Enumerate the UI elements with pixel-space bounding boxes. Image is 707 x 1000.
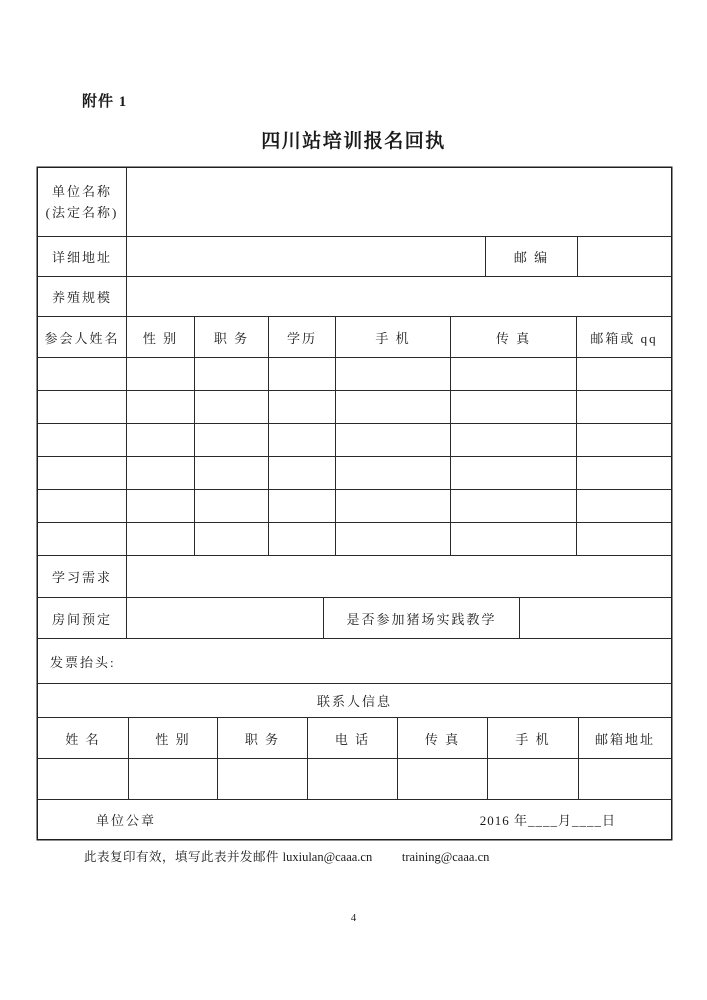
invoice-title-label[interactable]: 发票抬头: [50,654,116,670]
address-row [38,236,671,276]
contact-header-row [38,717,671,758]
room-booking-input-cell[interactable] [126,598,323,638]
participant-col-email: 邮箱或 qq [576,317,671,357]
contact-cell[interactable] [397,759,487,799]
page-number: 4 [350,912,357,924]
participant-cell[interactable] [450,490,576,522]
participant-cell[interactable] [450,457,576,489]
participant-cell[interactable] [194,457,268,489]
scale-input-cell[interactable] [126,277,671,316]
participant-cell[interactable] [576,457,671,489]
unit-name-label-line2: (法定名称) [45,205,119,220]
participant-cell[interactable] [38,457,126,489]
participant-cell[interactable] [576,391,671,423]
participant-cell[interactable] [450,523,576,555]
page-title: 四川站培训报名回执 [261,131,446,152]
learning-needs-label: 学习需求 [51,570,112,585]
participant-cell[interactable] [38,490,126,522]
participant-cell[interactable] [450,358,576,390]
contact-cell[interactable] [307,759,397,799]
contact-col-phone: 电 话 [307,718,397,758]
participant-cell[interactable] [194,358,268,390]
unit-name-input-cell[interactable] [126,168,671,236]
room-booking-row [38,597,671,638]
participant-cell[interactable] [335,424,450,456]
contact-cell[interactable] [128,759,217,799]
participant-col-education: 学历 [268,317,335,357]
participant-cell[interactable] [194,424,268,456]
participant-cell[interactable] [335,457,450,489]
unit-name-row [38,168,671,236]
participant-row [38,456,671,489]
participant-header-row [38,316,671,357]
postcode-label: 邮 编 [485,237,577,276]
scale-row [38,276,671,316]
participant-cell[interactable] [268,358,335,390]
participant-cell[interactable] [126,424,194,456]
address-label: 详细地址 [51,250,112,265]
contact-col-position: 职 务 [217,718,307,758]
learning-needs-row [38,555,671,597]
participant-cell[interactable] [268,457,335,489]
participant-cell[interactable] [194,490,268,522]
room-booking-label: 房间预定 [51,611,112,627]
footer-note-text: 此表复印有效，填写此表并发邮件 [84,850,280,864]
practice-teaching-input-cell[interactable] [519,598,671,638]
unit-name-label-line1: 单位名称 [51,184,112,199]
participant-row [38,489,671,522]
contact-col-email: 邮箱地址 [578,718,671,758]
participant-cell[interactable] [126,523,194,555]
contact-col-mobile: 手 机 [487,718,578,758]
contact-col-name: 姓 名 [65,731,101,747]
participant-cell[interactable] [126,358,194,390]
postcode-input-cell[interactable] [577,237,671,276]
participant-cell[interactable] [576,490,671,522]
unit-name-label [38,168,126,236]
contact-cell[interactable] [487,759,578,799]
contact-col-gender: 性 别 [128,718,217,758]
participant-cell[interactable] [335,523,450,555]
participant-cell[interactable] [38,391,126,423]
participant-cell[interactable] [268,523,335,555]
participant-cell[interactable] [38,358,126,390]
seal-date-row [38,799,671,839]
scale-label: 养殖规模 [51,290,112,305]
footer-email-1: luxiulan@caaa.cn [282,850,373,864]
participant-cell[interactable] [126,490,194,522]
registration-form-table [37,167,672,840]
contact-section-title: 联系人信息 [316,694,392,709]
contact-cell[interactable] [38,759,128,799]
contact-cell[interactable] [578,759,671,799]
seal-label: 单位公章 [96,813,157,828]
participant-cell[interactable] [268,490,335,522]
participant-col-position: 职 务 [194,317,268,357]
participant-cell[interactable] [126,457,194,489]
date-field[interactable]: 2016 年____月____日 [479,813,616,828]
participant-cell[interactable] [450,391,576,423]
invoice-title-row [38,638,671,683]
participant-row [38,522,671,555]
footer-email-2: training@caaa.cn [401,850,490,864]
participant-cell[interactable] [576,523,671,555]
contact-col-fax: 传 真 [397,718,487,758]
address-input-cell[interactable] [126,237,485,276]
participant-cell[interactable] [38,523,126,555]
participant-cell[interactable] [335,490,450,522]
participant-cell[interactable] [126,391,194,423]
contact-cell[interactable] [217,759,307,799]
participant-col-gender: 性 别 [126,317,194,357]
practice-teaching-label: 是否参加猪场实践教学 [323,598,519,638]
footer-note [84,847,489,865]
participant-row [38,357,671,390]
contact-input-row [38,758,671,799]
attachment-label: 附件 1 [82,94,128,110]
participant-row [38,423,671,456]
participant-row [38,390,671,423]
participant-cell[interactable] [450,424,576,456]
participant-cell[interactable] [268,391,335,423]
participant-cell[interactable] [335,358,450,390]
participant-cell[interactable] [576,358,671,390]
participant-col-fax: 传 真 [450,317,576,357]
participant-cell[interactable] [335,391,450,423]
participant-cell[interactable] [576,424,671,456]
participant-cell[interactable] [194,523,268,555]
participant-col-name: 参会人姓名 [44,330,120,346]
participant-col-mobile: 手 机 [335,317,450,357]
learning-needs-input-cell[interactable] [126,556,671,597]
contact-section-row [38,683,671,717]
participant-cell[interactable] [194,391,268,423]
participant-cell[interactable] [38,424,126,456]
participant-cell[interactable] [268,424,335,456]
